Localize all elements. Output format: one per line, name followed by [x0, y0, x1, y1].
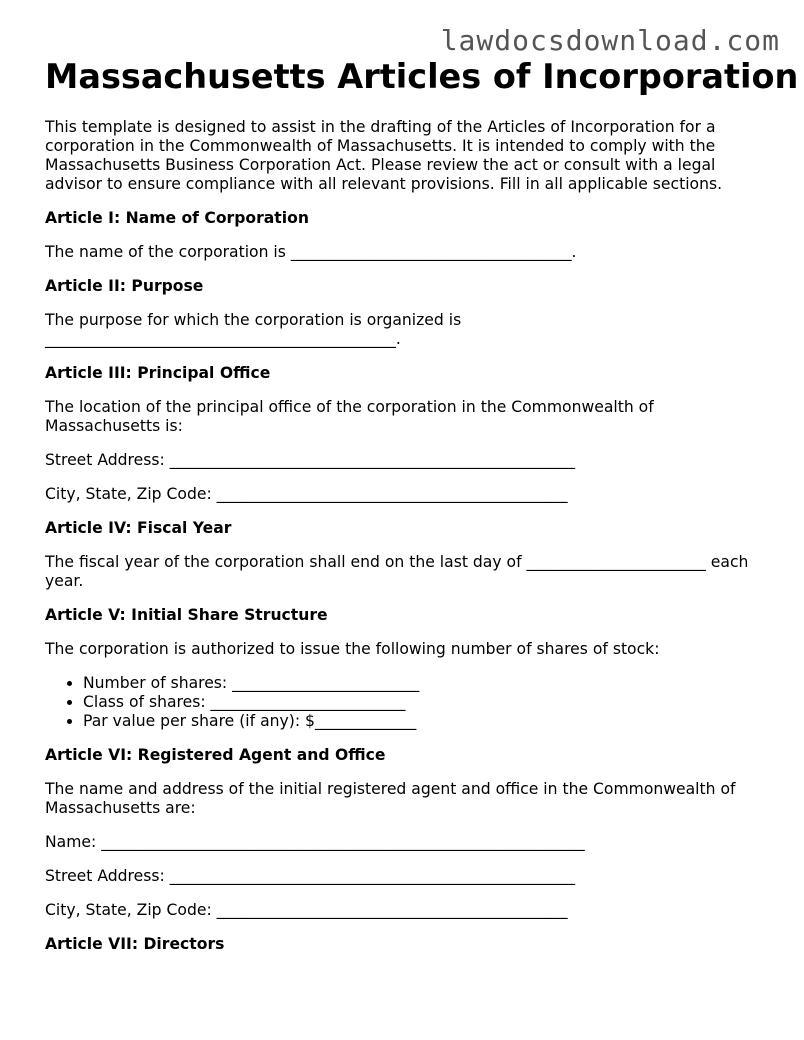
agent-city-field: City, State, Zip Code: _____________________________________________: [45, 901, 568, 919]
agent-street-field: Street Address: ____________________________________________________: [45, 867, 576, 885]
fiscal-year-field: The fiscal year of the corporation shall end on the last day of _______________________ each year.: [45, 553, 749, 590]
list-item: • Number of shares: ________________________: [83, 674, 760, 693]
article-4: [45, 519, 760, 591]
article-heading: Article VI: Registered Agent and Office: [45, 746, 386, 764]
article-heading: Article VII: Directors: [45, 935, 225, 953]
document-title: Massachusetts Articles of Incorporation: [45, 57, 799, 96]
article-2: [45, 277, 760, 349]
principal-city-field: City, State, Zip Code: _____________________________________________: [45, 485, 568, 503]
agent-name-field: Name: ______________________________________________________________: [45, 833, 585, 851]
principal-street-field: Street Address: ____________________________________________________: [45, 451, 576, 469]
article-heading: Article I: Name of Corporation: [45, 209, 309, 227]
article-text: The location of the principal office of the corporation in the Commonwealth of Massachusetts is:: [45, 398, 654, 435]
purpose-field: The purpose for which the corporation is organized is _____________________________________________.: [45, 311, 462, 348]
article-text: The name and address of the initial registered agent and office in the Commonwealth of Massachusetts are:: [45, 780, 736, 817]
article-heading: Article II: Purpose: [45, 277, 204, 295]
article-heading: Article IV: Fiscal Year: [45, 519, 232, 537]
list-item: • Par value per share (if any): $_____________: [83, 712, 760, 731]
share-list: [45, 674, 760, 731]
article-text: The corporation is authorized to issue the following number of shares of stock:: [45, 640, 660, 658]
article-3: [45, 364, 760, 504]
document-page: [45, 56, 799, 969]
list-item: • Class of shares: _________________________: [83, 693, 760, 712]
article-7: [45, 935, 760, 954]
article-1: [45, 209, 760, 262]
article-6: [45, 746, 760, 920]
corporation-name-field: The name of the corporation is ____________________________________.: [45, 243, 577, 261]
article-5: [45, 606, 760, 731]
watermark: lawdocsdownload.com: [440, 24, 780, 57]
intro-paragraph: This template is designed to assist in the drafting of the Articles of Incorporation for a corporation in the Commonwealth of Massachusetts. It is intended to comply with the Massachusetts Business Corporation Act. Please review the act or consult with a legal advisor to ensure compliance with all relevant provisions. Fill in all applicable sections.: [45, 118, 723, 193]
article-heading: Article III: Principal Office: [45, 364, 271, 382]
article-heading: Article V: Initial Share Structure: [45, 606, 328, 624]
